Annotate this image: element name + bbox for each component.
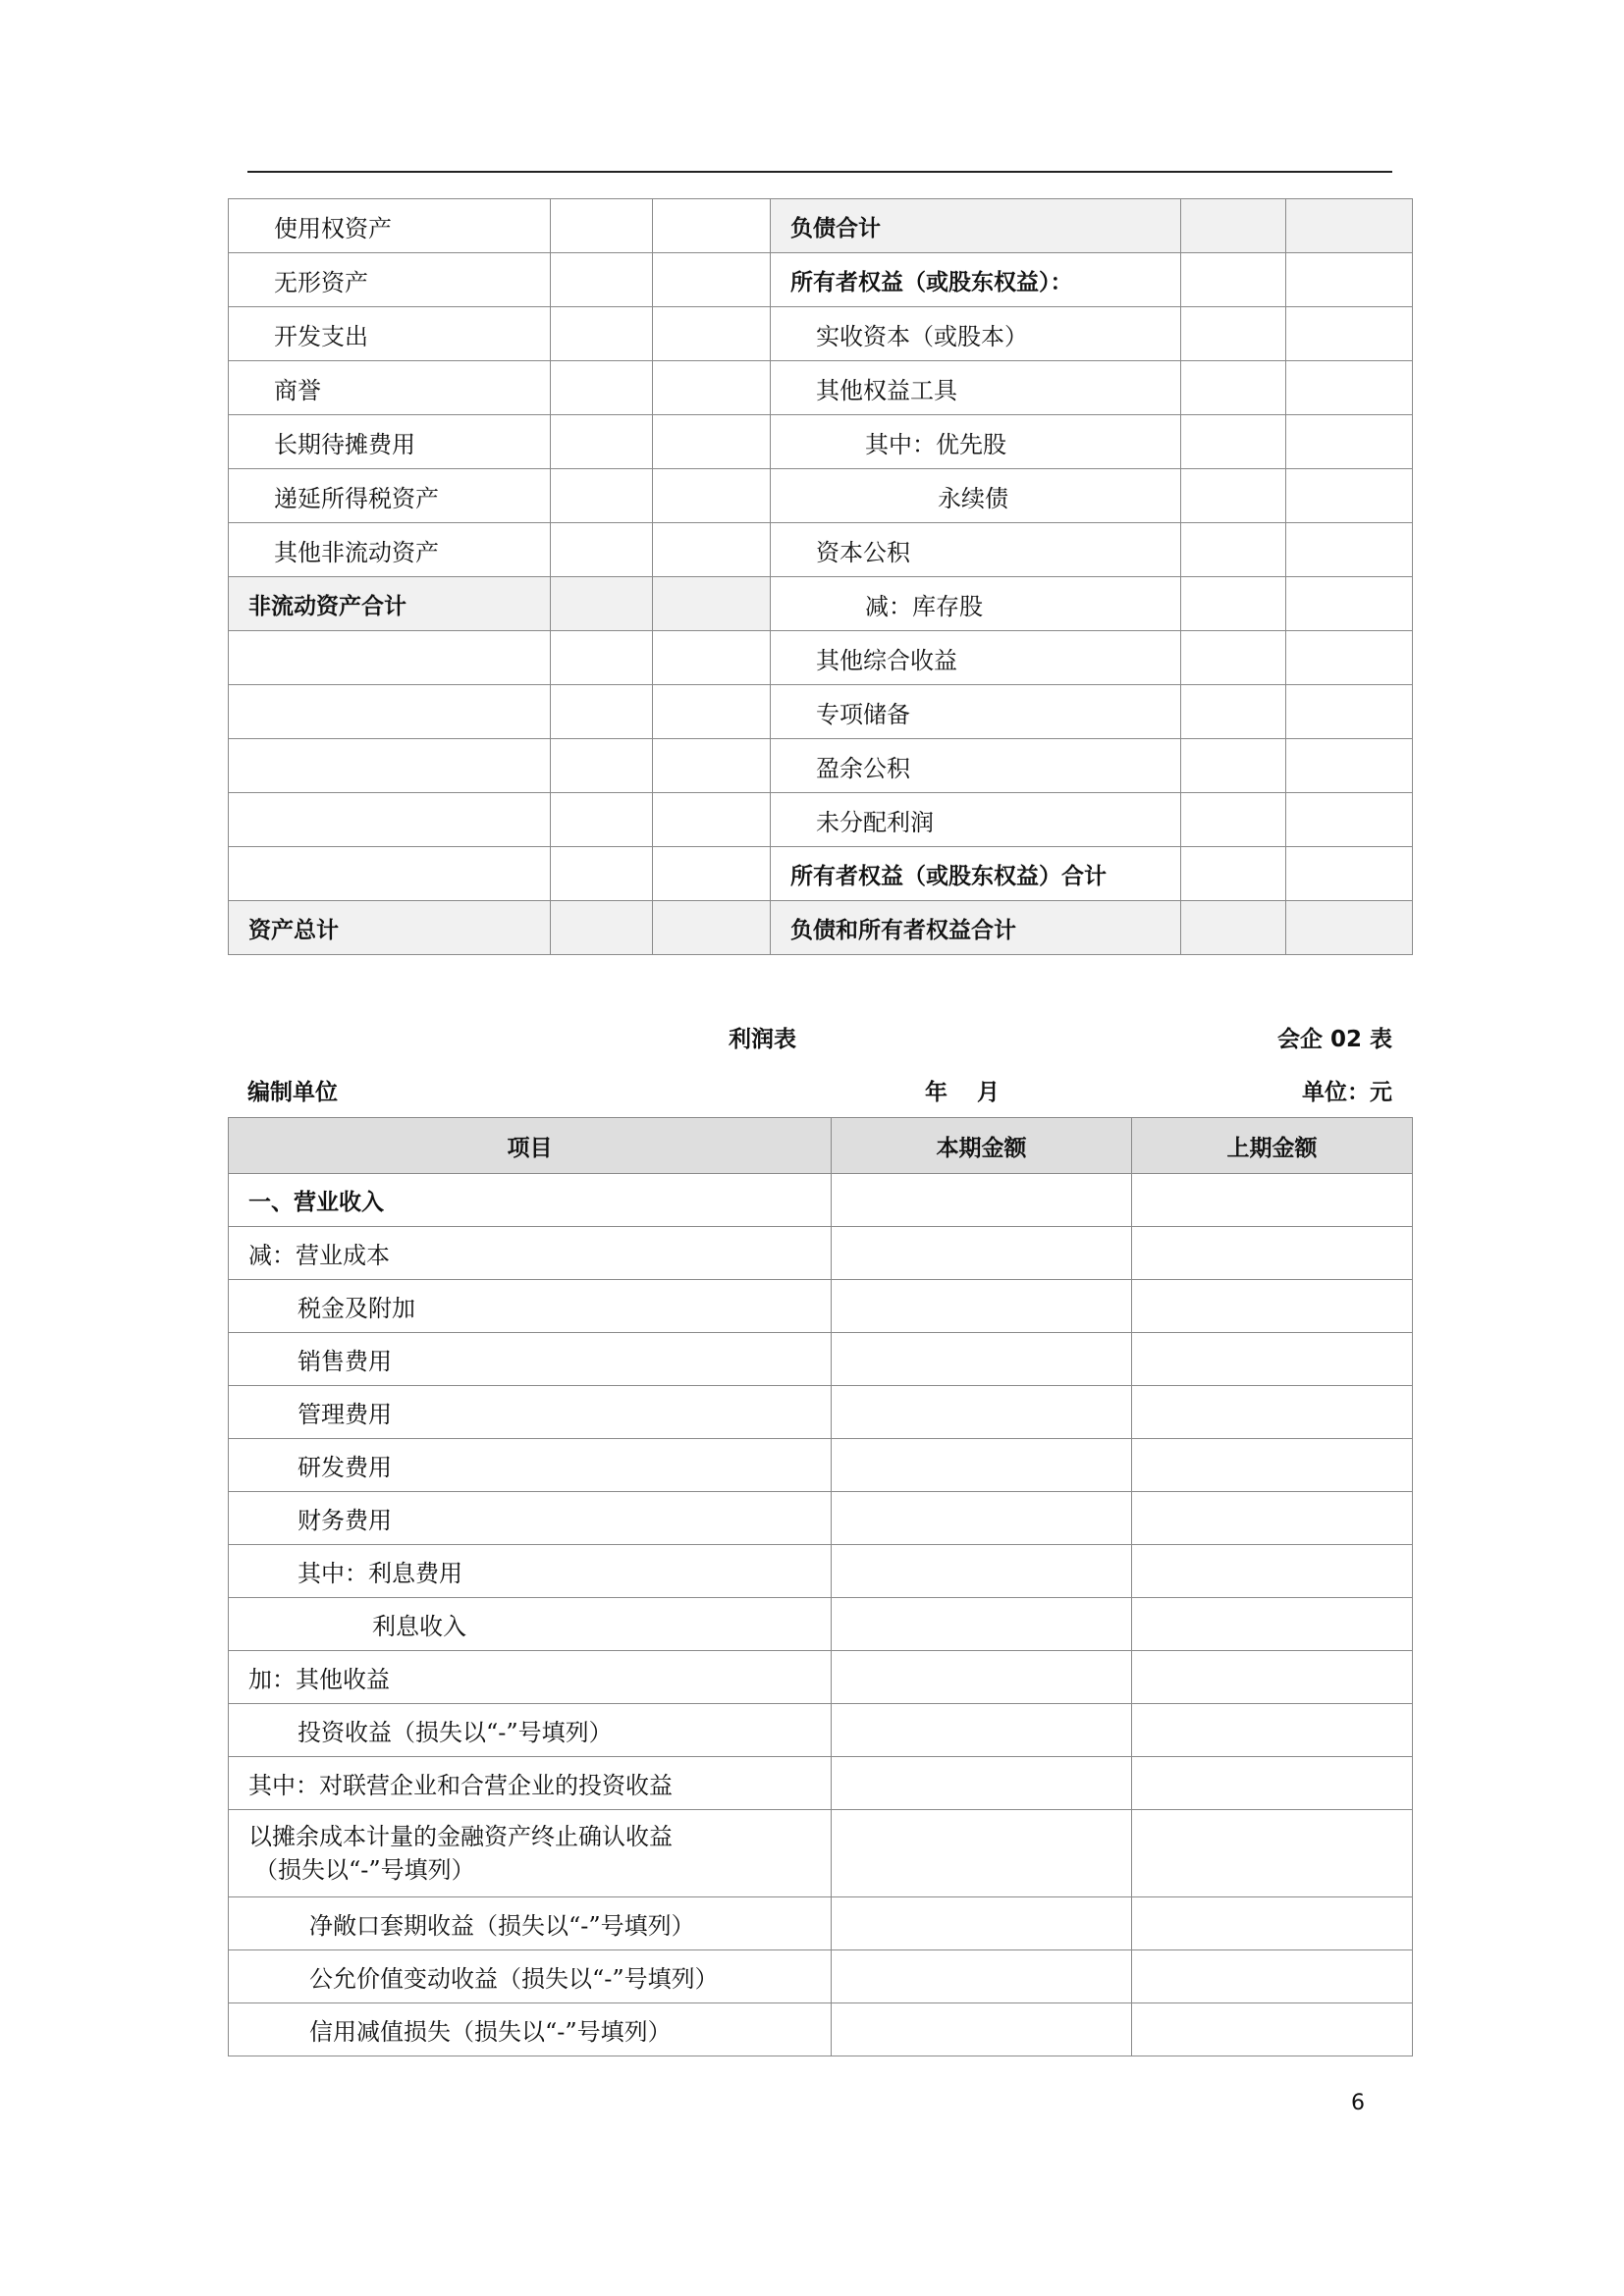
liability-equity-label: 未分配利润 [771,793,1181,847]
liability-equity-label: 专项储备 [771,685,1181,739]
table-row [229,415,1413,469]
liability-equity-label: 其他综合收益 [771,631,1181,685]
table-row [229,1950,1413,2003]
table-row [229,307,1413,361]
table-row [229,631,1413,685]
balance-sheet-table [228,198,1413,955]
asset-label [229,739,551,793]
asset-label: 递延所得税资产 [229,469,551,523]
line-item-label: 一、营业收入 [229,1174,832,1227]
table-row [229,1333,1413,1386]
asset-label [229,685,551,739]
line-item-label: 投资收益（损失以“-”号填列） [229,1704,832,1757]
year-month-label: 年 月 [925,1080,1001,1105]
page-number: 6 [1351,2091,1365,2115]
table-row [229,523,1413,577]
table-row [229,1897,1413,1950]
table-row [229,1757,1413,1810]
asset-label: 商誉 [229,361,551,415]
liability-equity-label: 其他权益工具 [771,361,1181,415]
line-item-label-line-2: （损失以“-”号填列） [254,1856,475,1884]
asset-label: 其他非流动资产 [229,523,551,577]
liability-equity-label: 永续债 [771,469,1181,523]
asset-label: 长期待摊费用 [229,415,551,469]
assets-total-label: 资产总计 [229,901,551,955]
line-item-label: 研发费用 [229,1439,832,1492]
line-item-label: 销售费用 [229,1333,832,1386]
column-header-prior: 上期金额 [1132,1118,1413,1174]
table-row [229,1651,1413,1704]
asset-label: 无形资产 [229,253,551,307]
table-row [229,1280,1413,1333]
income-statement-title: 利润表 [729,1027,796,1052]
table-row [229,1439,1413,1492]
line-item-label: 利息收入 [229,1598,832,1651]
line-item-label: 信用减值损失（损失以“-”号填列） [229,2003,832,2056]
table-row [229,577,1413,631]
prepared-by-label: 编制单位 [247,1080,338,1105]
currency-unit-label: 单位：元 [1302,1080,1392,1105]
income-statement-table [228,1117,1413,2056]
header-rule [247,171,1392,173]
table-row [229,469,1413,523]
line-item-label: 加：其他收益 [229,1651,832,1704]
column-header-current: 本期金额 [832,1118,1132,1174]
table-row [229,1386,1413,1439]
line-item-label: 其中：对联营企业和合营企业的投资收益 [229,1757,832,1810]
table-row [229,1492,1413,1545]
line-item-label-multiline [229,1810,832,1897]
liability-equity-label: 负债合计 [771,199,1181,253]
liabilities-equity-total-label: 负债和所有者权益合计 [771,901,1181,955]
table-row [229,253,1413,307]
liability-equity-label: 资本公积 [771,523,1181,577]
line-item-label: 财务费用 [229,1492,832,1545]
table-header-row [229,1118,1413,1174]
table-row [229,1545,1413,1598]
table-row [229,901,1413,955]
asset-subtotal-label: 非流动资产合计 [229,577,551,631]
table-row [229,2003,1413,2056]
liability-equity-label: 其中：优先股 [771,415,1181,469]
table-row [229,847,1413,901]
column-header-item: 项目 [229,1118,832,1174]
liability-equity-label: 盈余公积 [771,739,1181,793]
table-row [229,1174,1413,1227]
liability-equity-label: 实收资本（或股本） [771,307,1181,361]
table-row [229,1704,1413,1757]
table-row [229,1598,1413,1651]
table-row [229,361,1413,415]
asset-label [229,847,551,901]
income-statement-heading [228,1021,1412,1056]
line-item-label: 税金及附加 [229,1280,832,1333]
form-number: 会企 02 表 [1276,1027,1392,1052]
table-row [229,793,1413,847]
table-row [229,1227,1413,1280]
table-row [229,199,1413,253]
income-statement-meta [228,1074,1412,1109]
asset-label: 开发支出 [229,307,551,361]
table-row [229,739,1413,793]
asset-label [229,631,551,685]
line-item-label: 减：营业成本 [229,1227,832,1280]
asset-label: 使用权资产 [229,199,551,253]
line-item-label: 管理费用 [229,1386,832,1439]
line-item-label-line-1: 以摊余成本计量的金融资产终止确认收益 [248,1823,673,1850]
line-item-label: 其中：利息费用 [229,1545,832,1598]
line-item-label: 净敞口套期收益（损失以“-”号填列） [229,1897,832,1950]
line-item-label: 公允价值变动收益（损失以“-”号填列） [229,1950,832,2003]
liability-equity-label: 减：库存股 [771,577,1181,631]
equity-total-label: 所有者权益（或股东权益）合计 [771,847,1181,901]
liability-equity-label: 所有者权益（或股东权益）： [771,253,1181,307]
table-row [229,1810,1413,1897]
asset-label [229,793,551,847]
table-row [229,685,1413,739]
